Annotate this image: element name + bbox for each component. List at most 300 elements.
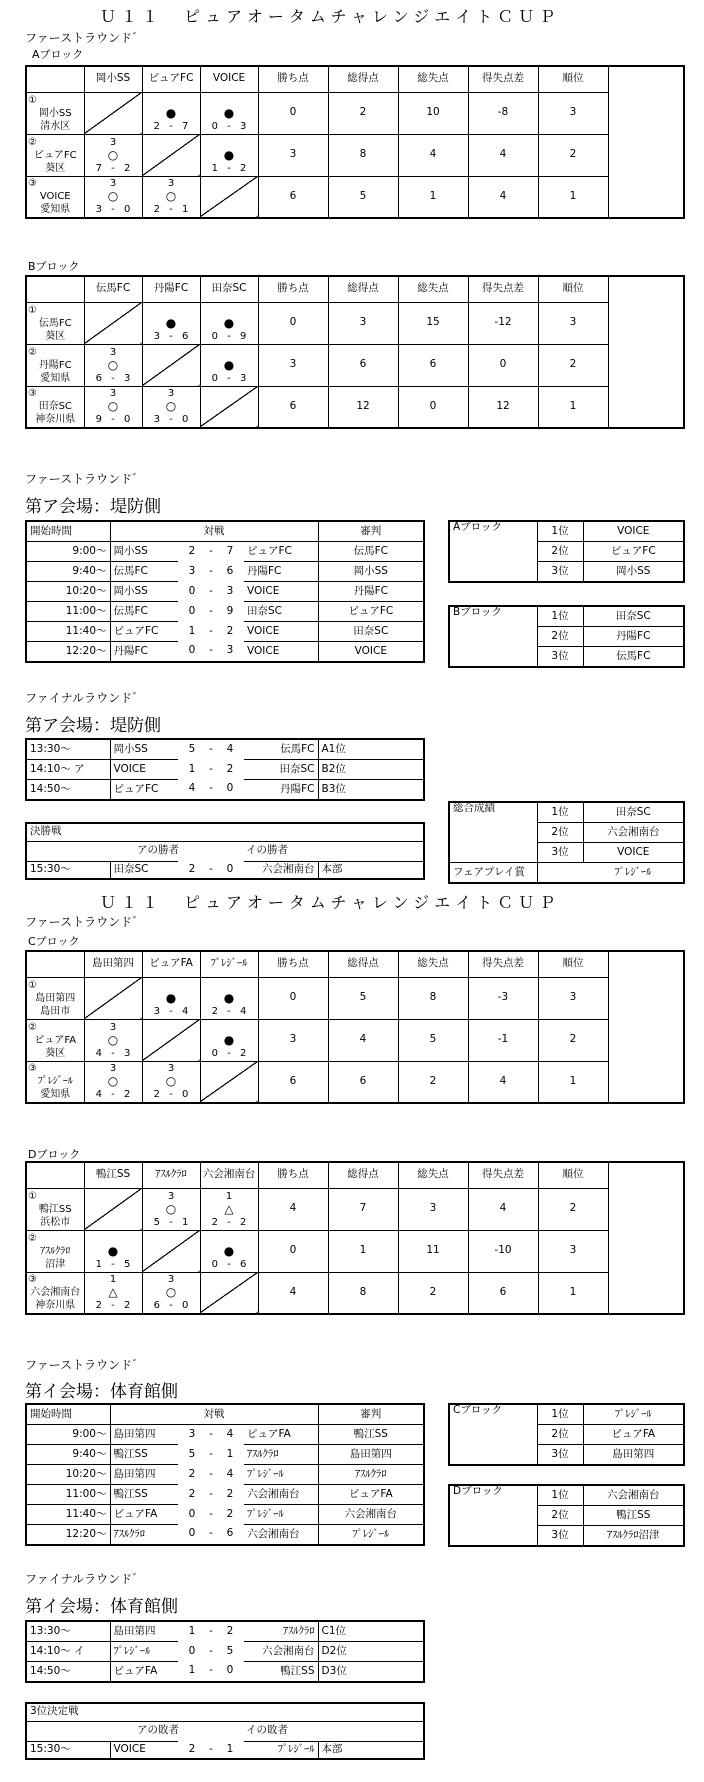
result-cell: ● 0 - 3 <box>200 344 258 386</box>
rank-b-table <box>448 605 685 668</box>
stat-gf: 2 <box>328 92 398 134</box>
referee: VOICE <box>318 642 424 663</box>
match-row <box>26 1642 424 1662</box>
referee: ﾌﾟﾚｼﾞｰﾙ <box>318 1525 424 1546</box>
final-round-label-2: ファイナルラウンド゛ <box>25 1572 145 1586</box>
away-score: 3 <box>226 644 234 657</box>
venue-i-final <box>25 1620 425 1683</box>
stat-gf: 8 <box>328 1272 398 1314</box>
away-score: 0 <box>226 782 234 795</box>
col-ga: 総失点 <box>398 66 468 92</box>
rank-a-table <box>448 520 685 583</box>
team-area: 愛知県 <box>40 372 71 384</box>
third-team1: VOICE <box>110 1741 178 1759</box>
stat-gf: 6 <box>328 344 398 386</box>
home-team: 鴨江SS <box>110 1485 178 1505</box>
rank-team: 六会湘南台 <box>583 823 684 843</box>
team-number: ② <box>28 1232 37 1244</box>
home-score: 0 <box>188 604 196 617</box>
team-header: 丹陽FC <box>142 276 200 302</box>
result-cell: ● 3 - 6 <box>142 302 200 344</box>
col-win_pts: 勝ち点 <box>258 66 328 92</box>
team-number: ③ <box>28 178 37 190</box>
score-dash: - <box>209 584 213 597</box>
match-row <box>26 1425 424 1445</box>
home-team: 島田第四 <box>110 1465 178 1485</box>
rank-team: ｱｽﾙｸﾗﾛ沼津 <box>583 1526 684 1547</box>
stat-ga: 1 <box>398 176 468 218</box>
rank-position: 3位 <box>537 647 583 668</box>
result-cell: 3 ○ 3 - 0 <box>142 386 200 428</box>
stat-pts: 0 <box>258 92 328 134</box>
team-name: 六会湘南台 <box>30 1287 81 1299</box>
referee: C1位 <box>318 1621 424 1642</box>
team-name: 丹陽FC <box>38 359 72 371</box>
team-header: ピュアFA <box>142 951 200 977</box>
col-gf: 総得点 <box>328 66 398 92</box>
rank-d-table <box>448 1484 685 1547</box>
col-ga: 総失点 <box>398 951 468 977</box>
stat-rank: 3 <box>538 302 608 344</box>
stat-gd: 4 <box>468 134 538 176</box>
stat-pts: 6 <box>258 386 328 428</box>
third-place-label: 3位決定戦 <box>26 1703 424 1721</box>
stat-ga: 8 <box>398 977 468 1019</box>
fairplay-team: ﾌﾟﾚｼﾞｰﾙ <box>583 863 684 884</box>
match-row <box>26 739 424 760</box>
match-time: 9:00～ <box>26 1425 110 1445</box>
match-row <box>26 582 424 602</box>
team-name-cell <box>26 1019 84 1061</box>
team-name-cell <box>26 977 84 1019</box>
team-area: 神奈川県 <box>35 414 76 426</box>
match-row <box>26 760 424 780</box>
home-score: 5 <box>188 1447 196 1460</box>
score-dash: - <box>209 1644 213 1657</box>
result-cell: ● 1 - 2 <box>200 134 258 176</box>
col-match: 対戦 <box>110 521 318 542</box>
match-time: 11:40～ <box>26 622 110 642</box>
away-team: ピュアFC <box>244 542 318 562</box>
referee: ピュアFC <box>318 602 424 622</box>
home-score: 0 <box>188 1507 196 1520</box>
result-cell: 1 △ 2 - 2 <box>200 1188 258 1230</box>
match-row <box>26 622 424 642</box>
score-dash: - <box>209 1427 213 1440</box>
home-score: 4 <box>188 782 196 795</box>
stat-rank: 2 <box>538 134 608 176</box>
third-team2: ﾌﾟﾚｼﾞｰﾙ <box>244 1741 318 1759</box>
stat-pts: 4 <box>258 1188 328 1230</box>
result-cell: ● 0 - 6 <box>200 1230 258 1272</box>
home-team: ピュアFC <box>110 622 178 642</box>
score-dash: - <box>209 782 213 795</box>
away-team: VOICE <box>244 582 318 602</box>
team-name: 田奈SC <box>38 401 72 413</box>
rank-position: 2位 <box>537 1506 583 1526</box>
team-header: 六会湘南台 <box>200 1162 258 1188</box>
third-dash: - <box>209 1742 213 1755</box>
col-rank: 順位 <box>538 951 608 977</box>
stat-gf: 6 <box>328 1061 398 1103</box>
stat-gd: -8 <box>468 92 538 134</box>
block-d-label: Dブロック <box>28 1148 81 1161</box>
match-time: 13:30～ <box>26 1621 110 1642</box>
result-cell <box>142 134 200 176</box>
match-time: 10:20～ <box>26 1465 110 1485</box>
match-time: 12:20～ <box>26 642 110 663</box>
referee: 岡小SS <box>318 562 424 582</box>
col-rank: 順位 <box>538 276 608 302</box>
score-dash: - <box>209 1664 213 1677</box>
match-time: 11:00～ <box>26 602 110 622</box>
col-ga: 総失点 <box>398 1162 468 1188</box>
result-cell <box>142 344 200 386</box>
stat-gd: 12 <box>468 386 538 428</box>
rank-position: 3位 <box>537 1445 583 1466</box>
result-cell <box>142 1019 200 1061</box>
team-header: VOICE <box>200 66 258 92</box>
col-gf: 総得点 <box>328 951 398 977</box>
team-name: ｱｽﾙｸﾗﾛ <box>40 1245 71 1257</box>
away-team: 六会湘南台 <box>244 1525 318 1546</box>
stat-gf: 3 <box>328 302 398 344</box>
stat-ga: 10 <box>398 92 468 134</box>
block-d-table <box>25 1161 685 1315</box>
rank-position: 3位 <box>537 843 583 863</box>
match-row <box>26 1662 424 1683</box>
stat-pts: 0 <box>258 302 328 344</box>
overall-table <box>448 801 685 884</box>
stat-ga: 3 <box>398 1188 468 1230</box>
team-name-cell <box>26 344 84 386</box>
result-cell: 3 ○ 7 - 2 <box>84 134 142 176</box>
home-score: 0 <box>188 644 196 657</box>
home-team: 鴨江SS <box>110 1445 178 1465</box>
match-time: 14:10～ ア <box>26 760 110 780</box>
rank-team: VOICE <box>583 521 684 542</box>
team-number: ② <box>28 136 37 148</box>
result-cell: ● 1 - 5 <box>84 1230 142 1272</box>
score-dash: - <box>209 1507 213 1520</box>
away-score: 2 <box>226 1624 234 1637</box>
stat-pts: 6 <box>258 1061 328 1103</box>
stat-pts: 0 <box>258 977 328 1019</box>
home-score: 2 <box>188 544 196 557</box>
rank-team: 鴨江SS <box>583 1506 684 1526</box>
team-header: 島田第四 <box>84 951 142 977</box>
home-team: 丹陽FC <box>110 642 178 663</box>
stat-gf: 4 <box>328 1019 398 1061</box>
rank-c-table <box>448 1403 685 1466</box>
rank-block-label: Aブロック <box>449 521 537 582</box>
rank-position: 1位 <box>537 802 583 823</box>
result-cell: 3 ○ 9 - 0 <box>84 386 142 428</box>
stat-gf: 5 <box>328 176 398 218</box>
team-number: ③ <box>28 388 37 400</box>
stat-gd: 4 <box>468 176 538 218</box>
rank-position: 1位 <box>537 1404 583 1425</box>
away-team: 六会湘南台 <box>244 1642 318 1662</box>
away-team: 鴨江SS <box>244 1662 318 1683</box>
home-score: 2 <box>188 1487 196 1500</box>
team-number: ② <box>28 1021 37 1033</box>
col-time: 開始時間 <box>26 521 110 542</box>
team-name: ピュアFA <box>34 1034 77 1046</box>
col-ga: 総失点 <box>398 276 468 302</box>
home-team: ﾌﾟﾚｼﾞｰﾙ <box>110 1642 178 1662</box>
team-header: 岡小SS <box>84 66 142 92</box>
result-cell <box>200 176 258 218</box>
stat-gf: 5 <box>328 977 398 1019</box>
final-round-label-1: ファイナルラウンド゛ <box>25 691 145 705</box>
match-row <box>26 780 424 801</box>
rank-position: 1位 <box>537 1485 583 1506</box>
team-name: 島田第四 <box>35 992 76 1004</box>
rank-team: 田奈SC <box>583 802 684 823</box>
team-number: ③ <box>28 1274 37 1286</box>
final-time: 15:30～ <box>26 861 110 879</box>
venue-a-rows <box>26 542 424 663</box>
team-area: 神奈川県 <box>35 1300 76 1312</box>
stat-pts: 4 <box>258 1272 328 1314</box>
stat-ga: 2 <box>398 1272 468 1314</box>
team-name-cell <box>26 1272 84 1314</box>
home-score: 3 <box>188 564 196 577</box>
away-score: 4 <box>226 1427 234 1440</box>
home-score: 3 <box>188 1427 196 1440</box>
stat-ga: 4 <box>398 134 468 176</box>
result-cell: 3 ○ 2 - 0 <box>142 1061 200 1103</box>
final-match-label: 決勝戦 <box>26 823 424 841</box>
away-score: 4 <box>226 1467 234 1480</box>
result-cell: 3 ○ 6 - 3 <box>84 344 142 386</box>
team-header: ｱｽﾙｸﾗﾛ <box>142 1162 200 1188</box>
score-dash: - <box>209 762 213 775</box>
third-i-loser: イの敗者 <box>246 1724 288 1737</box>
third-time: 15:30～ <box>26 1741 110 1759</box>
team-name-cell <box>26 302 84 344</box>
home-team: 岡小SS <box>110 582 178 602</box>
home-team: 島田第四 <box>110 1621 178 1642</box>
rank-block-label: Cブロック <box>449 1404 537 1465</box>
referee: A1位 <box>318 739 424 760</box>
match-row <box>26 1485 424 1505</box>
referee: 田奈SC <box>318 622 424 642</box>
rank-team: 丹陽FC <box>583 627 684 647</box>
stat-gd: -1 <box>468 1019 538 1061</box>
away-score: 6 <box>226 1527 234 1540</box>
result-cell <box>84 1188 142 1230</box>
away-score: 0 <box>226 1664 234 1677</box>
venue-a-final-title: 第ア会場：堤防側 <box>25 716 161 736</box>
team-header: ﾌﾟﾚｼﾞｰﾙ <box>200 951 258 977</box>
referee: B3位 <box>318 780 424 801</box>
score-dash: - <box>209 742 213 755</box>
away-team: 田奈SC <box>244 602 318 622</box>
score-dash: - <box>209 624 213 637</box>
away-score: 2 <box>226 762 234 775</box>
match-row <box>26 1621 424 1642</box>
away-team: 田奈SC <box>244 760 318 780</box>
result-cell: ● 0 - 3 <box>200 92 258 134</box>
away-team: ｱｽﾙｸﾗﾛ <box>244 1445 318 1465</box>
team-number: ① <box>28 94 37 106</box>
team-number: ① <box>28 1190 37 1202</box>
team-name-cell <box>26 1061 84 1103</box>
score-dash: - <box>209 544 213 557</box>
stat-ga: 11 <box>398 1230 468 1272</box>
stat-gf: 12 <box>328 386 398 428</box>
rank-team: 六会湘南台 <box>583 1485 684 1506</box>
away-score: 1 <box>226 1447 234 1460</box>
referee: 六会湘南台 <box>318 1505 424 1525</box>
final-dash: - <box>209 862 213 875</box>
first-round-label-2: ファーストラウンド゛ <box>25 472 145 486</box>
col-ref-i: 審判 <box>318 1404 424 1425</box>
home-score: 0 <box>188 1527 196 1540</box>
result-cell <box>200 1061 258 1103</box>
final-score2: 0 <box>226 862 234 875</box>
home-team: 岡小SS <box>110 542 178 562</box>
referee: ｱｽﾙｸﾗﾛ <box>318 1465 424 1485</box>
fairplay-label: フェアプレイ賞 <box>449 863 537 884</box>
result-cell: 3 ○ 5 - 1 <box>142 1188 200 1230</box>
referee: 伝馬FC <box>318 542 424 562</box>
final-ref: 本部 <box>318 861 424 879</box>
score-dash: - <box>209 564 213 577</box>
result-cell: ● 0 - 9 <box>200 302 258 344</box>
rank-team: 田奈SC <box>583 606 684 627</box>
referee: D3位 <box>318 1662 424 1683</box>
team-name-cell <box>26 1230 84 1272</box>
result-cell <box>200 1272 258 1314</box>
score-dash: - <box>209 1447 213 1460</box>
match-row <box>26 1525 424 1546</box>
away-score: 2 <box>226 1487 234 1500</box>
match-row <box>26 642 424 663</box>
stat-ga: 5 <box>398 1019 468 1061</box>
home-team: 伝馬FC <box>110 602 178 622</box>
referee: 鴨江SS <box>318 1425 424 1445</box>
team-area: 島田市 <box>40 1005 71 1017</box>
col-rank: 順位 <box>538 66 608 92</box>
rank-position: 2位 <box>537 542 583 562</box>
first-round-label-4: ファーストラウンド゛ <box>25 1358 145 1372</box>
stat-rank: 1 <box>538 176 608 218</box>
final-score1: 2 <box>188 862 196 875</box>
referee: D2位 <box>318 1642 424 1662</box>
stat-gf: 1 <box>328 1230 398 1272</box>
home-team: 岡小SS <box>110 739 178 760</box>
home-score: 1 <box>188 762 196 775</box>
score-dash: - <box>209 1487 213 1500</box>
match-time: 9:40～ <box>26 562 110 582</box>
team-header: 田奈SC <box>200 276 258 302</box>
result-cell: ● 3 - 4 <box>142 977 200 1019</box>
block-c-table <box>25 950 685 1104</box>
home-score: 1 <box>188 624 196 637</box>
result-cell <box>84 302 142 344</box>
stat-ga: 0 <box>398 386 468 428</box>
team-name-cell <box>26 176 84 218</box>
team-name-cell <box>26 92 84 134</box>
rank-team: VOICE <box>583 843 684 863</box>
venue-i-schedule <box>25 1403 425 1546</box>
home-team: VOICE <box>110 760 178 780</box>
team-name: 岡小SS <box>38 107 72 119</box>
stat-gd: 4 <box>468 1188 538 1230</box>
stat-rank: 1 <box>538 386 608 428</box>
first-round-label-1: ファーストラウンド゛ <box>25 31 145 45</box>
home-score: 0 <box>188 1644 196 1657</box>
home-team: ピュアFA <box>110 1662 178 1683</box>
result-cell: 3 ○ 4 - 3 <box>84 1019 142 1061</box>
result-cell: 3 ○ 6 - 0 <box>142 1272 200 1314</box>
col-gd: 得失点差 <box>468 66 538 92</box>
stat-gd: -10 <box>468 1230 538 1272</box>
result-cell <box>200 386 258 428</box>
stat-ga: 6 <box>398 344 468 386</box>
match-time: 14:10～ イ <box>26 1642 110 1662</box>
referee: 島田第四 <box>318 1445 424 1465</box>
rank-block-label: Bブロック <box>449 606 537 667</box>
page-title-2: Ｕ１１ ピュアオータムチャレンジエイトＣＵＰ <box>100 893 561 912</box>
away-score: 2 <box>226 624 234 637</box>
result-cell: 3 ○ 4 - 2 <box>84 1061 142 1103</box>
result-cell <box>84 977 142 1019</box>
team-header: 鴨江SS <box>84 1162 142 1188</box>
rank-position: 3位 <box>537 1526 583 1547</box>
home-team: ｱｽﾙｸﾗﾛ <box>110 1525 178 1546</box>
team-header: ピュアFC <box>142 66 200 92</box>
away-score: 4 <box>226 742 234 755</box>
team-number: ③ <box>28 1063 37 1075</box>
rank-position: 1位 <box>537 606 583 627</box>
score-dash: - <box>209 644 213 657</box>
match-time: 11:00～ <box>26 1485 110 1505</box>
rank-block-label: 総合成績 <box>449 802 537 863</box>
stat-gf: 7 <box>328 1188 398 1230</box>
final-team2: 六会湘南台 <box>244 861 318 879</box>
col-gd: 得失点差 <box>468 951 538 977</box>
col-rank: 順位 <box>538 1162 608 1188</box>
rank-block-label: Dブロック <box>449 1485 537 1546</box>
col-gf: 総得点 <box>328 1162 398 1188</box>
home-team: ピュアFA <box>110 1505 178 1525</box>
match-time: 9:00～ <box>26 542 110 562</box>
away-score: 7 <box>226 544 234 557</box>
home-score: 2 <box>188 1467 196 1480</box>
away-team: VOICE <box>244 642 318 663</box>
stat-rank: 3 <box>538 92 608 134</box>
stat-gd: -3 <box>468 977 538 1019</box>
venue-a-schedule <box>25 520 425 663</box>
score-dash: - <box>209 604 213 617</box>
team-name: 鴨江SS <box>38 1203 72 1215</box>
team-name-cell <box>26 386 84 428</box>
rank-team: ピュアFA <box>583 1425 684 1445</box>
referee: B2位 <box>318 760 424 780</box>
stat-rank: 1 <box>538 1061 608 1103</box>
stat-pts: 6 <box>258 176 328 218</box>
final-i-winner: イの勝者 <box>246 844 288 857</box>
rank-team: 島田第四 <box>583 1445 684 1466</box>
block-c-label: Cブロック <box>28 935 80 948</box>
col-ref: 審判 <box>318 521 424 542</box>
result-cell <box>142 1230 200 1272</box>
col-gd: 得失点差 <box>468 276 538 302</box>
